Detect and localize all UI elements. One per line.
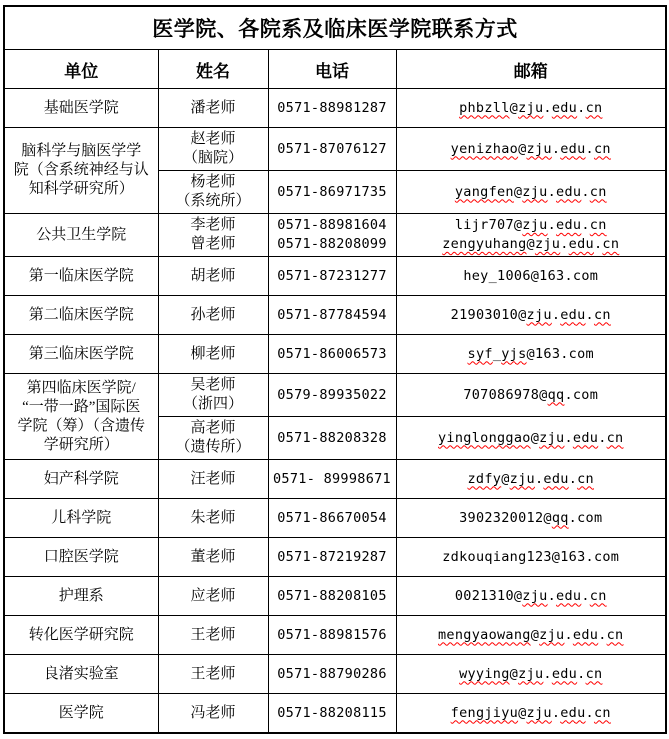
unit-cell — [4, 374, 158, 460]
name-cell — [158, 296, 268, 335]
cell-text: . — [581, 587, 590, 604]
cell-text: 0571-86670054 — [277, 509, 387, 526]
email-cell — [396, 577, 666, 616]
cell-text: 第三临床医学院 — [28, 345, 134, 362]
misspelled-text: cn — [593, 704, 611, 721]
misspelled-text: wyying — [459, 665, 510, 682]
cell-text: 良渚实验室 — [43, 665, 119, 682]
unit-cell — [4, 655, 158, 694]
email-cell — [396, 499, 666, 538]
table-row — [4, 257, 666, 296]
misspelled-text: zju — [534, 236, 561, 252]
phone-cell — [268, 335, 396, 374]
misspelled-text: zju — [522, 587, 548, 604]
table-row — [4, 89, 666, 128]
misspelled-text: edu — [556, 587, 582, 604]
unit-cell — [4, 577, 158, 616]
cell-text: 脑科学与脑医学学 — [21, 143, 142, 159]
name-cell — [158, 335, 268, 374]
cell-text: 0571-87784594 — [277, 306, 387, 323]
misspelled-text: cn — [593, 140, 611, 157]
email-cell — [396, 296, 666, 335]
misspelled-text: cn — [585, 665, 603, 682]
misspelled-text: zju — [526, 306, 552, 323]
misspelled-text: zju — [522, 217, 548, 233]
cell-text: _ — [492, 345, 502, 362]
phone-cell — [268, 128, 396, 171]
phone-cell — [268, 171, 396, 214]
misspelled-text: mengyaowang — [438, 626, 531, 643]
cell-text: 0571-87076127 — [277, 140, 387, 157]
cell-text: 第二临床医学院 — [28, 306, 134, 323]
cell-text: @ — [513, 183, 523, 200]
cell-text: . — [547, 183, 557, 200]
cell-text: 王老师 — [190, 626, 236, 643]
column-header-email: 邮箱 — [396, 50, 666, 89]
cell-text: 707086978@ — [463, 386, 548, 403]
cell-text: . — [598, 429, 607, 446]
table-row — [4, 128, 666, 171]
table-row — [4, 460, 666, 499]
cell-text: . — [534, 470, 544, 487]
title-row — [4, 6, 666, 50]
misspelled-text: yinglonggao — [438, 429, 531, 446]
table-row — [4, 577, 666, 616]
misspelled-text: qq — [547, 386, 565, 403]
misspelled-text: cn — [593, 306, 611, 323]
email-cell — [396, 460, 666, 499]
cell-text: . — [581, 217, 590, 233]
cell-text: @ — [509, 99, 519, 116]
cell-text: 学研究所） — [43, 436, 119, 453]
cell-text: 0571-86971735 — [277, 183, 387, 200]
table-row — [4, 616, 666, 655]
cell-text: @ — [518, 140, 527, 157]
cell-text: 0571-88208328 — [277, 429, 387, 446]
phone-cell — [268, 374, 396, 417]
unit-cell — [4, 257, 158, 296]
misspelled-text: edu — [551, 99, 578, 116]
cell-text: . — [598, 626, 607, 643]
email-cell — [396, 335, 666, 374]
unit-cell — [4, 460, 158, 499]
cell-text: . — [581, 183, 590, 200]
email-cell — [396, 417, 666, 460]
unit-cell — [4, 89, 158, 128]
header-row — [4, 50, 666, 89]
cell-text: 曾老师 — [190, 236, 236, 252]
email-cell — [396, 171, 666, 214]
cell-text: @ — [509, 665, 519, 682]
misspelled-text: qq — [551, 509, 569, 526]
column-header-phone: 电话 — [268, 50, 396, 89]
cell-text: . — [585, 140, 594, 157]
name-cell — [158, 460, 268, 499]
cell-text: 朱老师 — [190, 509, 236, 526]
email-cell — [396, 694, 666, 734]
cell-text: .com — [564, 386, 599, 403]
cell-text: 0571-88981576 — [277, 626, 387, 643]
cell-text: . — [551, 140, 561, 157]
misspelled-text: zju — [539, 429, 565, 446]
unit-cell — [4, 694, 158, 734]
misspelled-text: cn — [585, 99, 603, 116]
cell-text: 0571-86006573 — [277, 345, 387, 362]
misspelled-text: zju — [526, 704, 552, 721]
unit-cell — [4, 499, 158, 538]
misspelled-text: zdfy — [467, 470, 502, 487]
phone-cell — [268, 417, 396, 460]
misspelled-text: edu — [551, 665, 578, 682]
misspelled-text: zengyuhang — [442, 236, 527, 252]
cell-text: 柳老师 — [190, 345, 236, 362]
email-cell — [396, 374, 666, 417]
cell-text: lijr707@ — [454, 217, 523, 233]
email-cell — [396, 128, 666, 171]
cell-text: @ — [530, 626, 540, 643]
misspelled-text: edu — [568, 236, 594, 252]
misspelled-text: edu — [556, 217, 582, 233]
phone-cell — [268, 694, 396, 734]
phone-cell — [268, 89, 396, 128]
cell-text: 儿科学院 — [51, 509, 112, 526]
cell-text: 21903010@ — [450, 306, 527, 323]
misspelled-text: cn — [606, 626, 624, 643]
misspelled-text: yenizhao — [450, 140, 519, 157]
unit-cell — [4, 296, 158, 335]
name-cell — [158, 128, 268, 171]
email-cell — [396, 89, 666, 128]
phone-cell — [268, 655, 396, 694]
cell-text: @ — [518, 704, 527, 721]
cell-text: （遗传所） — [175, 439, 251, 455]
cell-text: “一带一路”国际医 — [22, 398, 141, 415]
name-cell — [158, 538, 268, 577]
cell-text: . — [547, 217, 557, 233]
cell-text: zdkouqiang123@163.com — [442, 548, 620, 565]
cell-text: 0571-88208115 — [277, 704, 387, 721]
table-row — [4, 335, 666, 374]
cell-text: 杨老师 — [190, 174, 236, 190]
name-cell — [158, 417, 268, 460]
cell-text: hey_1006@163.com — [463, 267, 599, 284]
misspelled-text: yangfen — [454, 183, 514, 200]
cell-text: 0571-88208105 — [277, 587, 387, 604]
table-row — [4, 538, 666, 577]
email-cell — [396, 655, 666, 694]
cell-text: 0571-87219287 — [277, 548, 387, 565]
name-cell — [158, 694, 268, 734]
cell-text: @ — [530, 429, 540, 446]
cell-text: . — [551, 306, 561, 323]
cell-text: . — [568, 470, 578, 487]
cell-text: 王老师 — [190, 665, 236, 682]
cell-text: 0571-88790286 — [277, 665, 387, 682]
cell-text: 院（含系统神经与认 — [13, 162, 149, 178]
cell-text: 0571-88208099 — [277, 236, 387, 252]
misspelled-text: edu — [543, 470, 569, 487]
cell-text: （系统所） — [175, 193, 251, 209]
cell-text: 0571-88981287 — [277, 99, 387, 116]
name-cell — [158, 616, 268, 655]
cell-text: . — [577, 665, 586, 682]
cell-text: . — [543, 665, 552, 682]
name-cell — [158, 374, 268, 417]
table-row — [4, 214, 666, 257]
cell-text: 妇产科学院 — [43, 470, 119, 487]
phone-cell — [268, 499, 396, 538]
cell-text: 知科学研究所） — [28, 181, 134, 197]
misspelled-text: edu — [560, 704, 586, 721]
unit-cell — [4, 128, 158, 214]
misspelled-text: edu — [560, 306, 586, 323]
table-row — [4, 499, 666, 538]
email-cell — [396, 214, 666, 257]
name-cell — [158, 171, 268, 214]
misspelled-text: phbzll — [459, 99, 510, 116]
cell-text: 冯老师 — [190, 704, 236, 721]
unit-cell — [4, 335, 158, 374]
phone-cell — [268, 296, 396, 335]
email-cell — [396, 616, 666, 655]
table-row — [4, 296, 666, 335]
cell-text: （脑院） — [182, 150, 243, 166]
misspelled-text: cn — [589, 183, 607, 200]
table-row — [4, 374, 666, 417]
cell-text: 第四临床医学院/ — [26, 379, 136, 396]
phone-cell — [268, 257, 396, 296]
column-header-unit: 单位 — [4, 50, 158, 89]
contact-table-body — [4, 89, 666, 734]
misspelled-text: cn — [589, 587, 607, 604]
cell-text: 李老师 — [190, 217, 236, 233]
cell-text: . — [577, 99, 586, 116]
cell-text: 公共卫生学院 — [36, 226, 127, 243]
email-cell — [396, 538, 666, 577]
misspelled-text: zju — [539, 626, 565, 643]
cell-text: 孙老师 — [190, 306, 236, 323]
cell-text: 吴老师 — [190, 377, 236, 393]
misspelled-text: cn — [589, 217, 607, 233]
cell-text: 0021310@ — [454, 587, 523, 604]
cell-text: 基础医学院 — [43, 99, 119, 116]
phone-cell — [268, 616, 396, 655]
cell-text: . — [585, 306, 594, 323]
unit-cell — [4, 214, 158, 257]
misspelled-text: syf — [467, 345, 493, 362]
cell-text: @ — [501, 470, 510, 487]
cell-text: . — [547, 587, 557, 604]
cell-text: . — [564, 626, 573, 643]
email-cell — [396, 257, 666, 296]
phone-cell — [268, 538, 396, 577]
misspelled-text: edu — [556, 183, 582, 200]
cell-text: . — [564, 429, 573, 446]
misspelled-text: edu — [572, 626, 599, 643]
phone-cell — [268, 214, 396, 257]
cell-text: 高老师 — [190, 420, 236, 436]
misspelled-text: edu — [560, 140, 586, 157]
cell-text: . — [543, 99, 552, 116]
cell-text: 第一临床医学院 — [28, 267, 134, 284]
cell-text: 胡老师 — [190, 267, 236, 284]
cell-text: 口腔医学院 — [43, 548, 119, 565]
unit-cell — [4, 616, 158, 655]
misspelled-text: yjs — [501, 345, 527, 362]
phone-cell — [268, 460, 396, 499]
cell-text: 0579-89935022 — [277, 386, 387, 403]
cell-text: 0571-87231277 — [277, 267, 387, 284]
unit-cell — [4, 538, 158, 577]
table-row — [4, 655, 666, 694]
cell-text: . — [593, 236, 603, 252]
cell-text: （浙四） — [182, 396, 243, 412]
misspelled-text: zju — [518, 99, 544, 116]
cell-text: 学院（筹）（含遗传 — [17, 417, 145, 434]
table-row — [4, 694, 666, 734]
cell-text: . — [585, 704, 594, 721]
name-cell — [158, 499, 268, 538]
cell-text: 董老师 — [190, 548, 236, 565]
cell-text: 转化医学研究院 — [28, 626, 134, 643]
misspelled-text: zju — [526, 140, 552, 157]
misspelled-text: edu — [572, 429, 599, 446]
phone-cell — [268, 577, 396, 616]
cell-text: @163.com — [526, 345, 594, 362]
misspelled-text: cn — [577, 470, 594, 487]
name-cell — [158, 214, 268, 257]
name-cell — [158, 257, 268, 296]
cell-text: .com — [568, 509, 603, 526]
name-cell — [158, 89, 268, 128]
misspelled-text: zju — [518, 665, 544, 682]
name-cell — [158, 655, 268, 694]
column-header-name: 姓名 — [158, 50, 268, 89]
cell-text: . — [551, 704, 561, 721]
cell-text: 汪老师 — [190, 470, 236, 487]
cell-text: 护理系 — [58, 587, 104, 604]
cell-text: 0571-88981604 — [277, 217, 387, 233]
cell-text: 应老师 — [190, 587, 236, 604]
cell-text: . — [560, 236, 569, 252]
cell-text: 3902320012@ — [459, 509, 552, 526]
cell-text: 0571- 89998671 — [273, 470, 391, 487]
cell-text: 赵老师 — [190, 131, 236, 147]
contact-table — [3, 5, 667, 734]
cell-text: 医学院 — [58, 704, 104, 721]
name-cell — [158, 577, 268, 616]
misspelled-text: fengjiyu — [450, 704, 519, 721]
cell-text: 潘老师 — [190, 99, 236, 116]
cell-text: @ — [526, 236, 535, 252]
misspelled-text: zju — [509, 470, 535, 487]
misspelled-text: zju — [522, 183, 548, 200]
misspelled-text: cn — [606, 429, 624, 446]
table-title: 医学院、各院系及临床医学院联系方式 — [4, 6, 666, 50]
misspelled-text: cn — [602, 236, 620, 252]
